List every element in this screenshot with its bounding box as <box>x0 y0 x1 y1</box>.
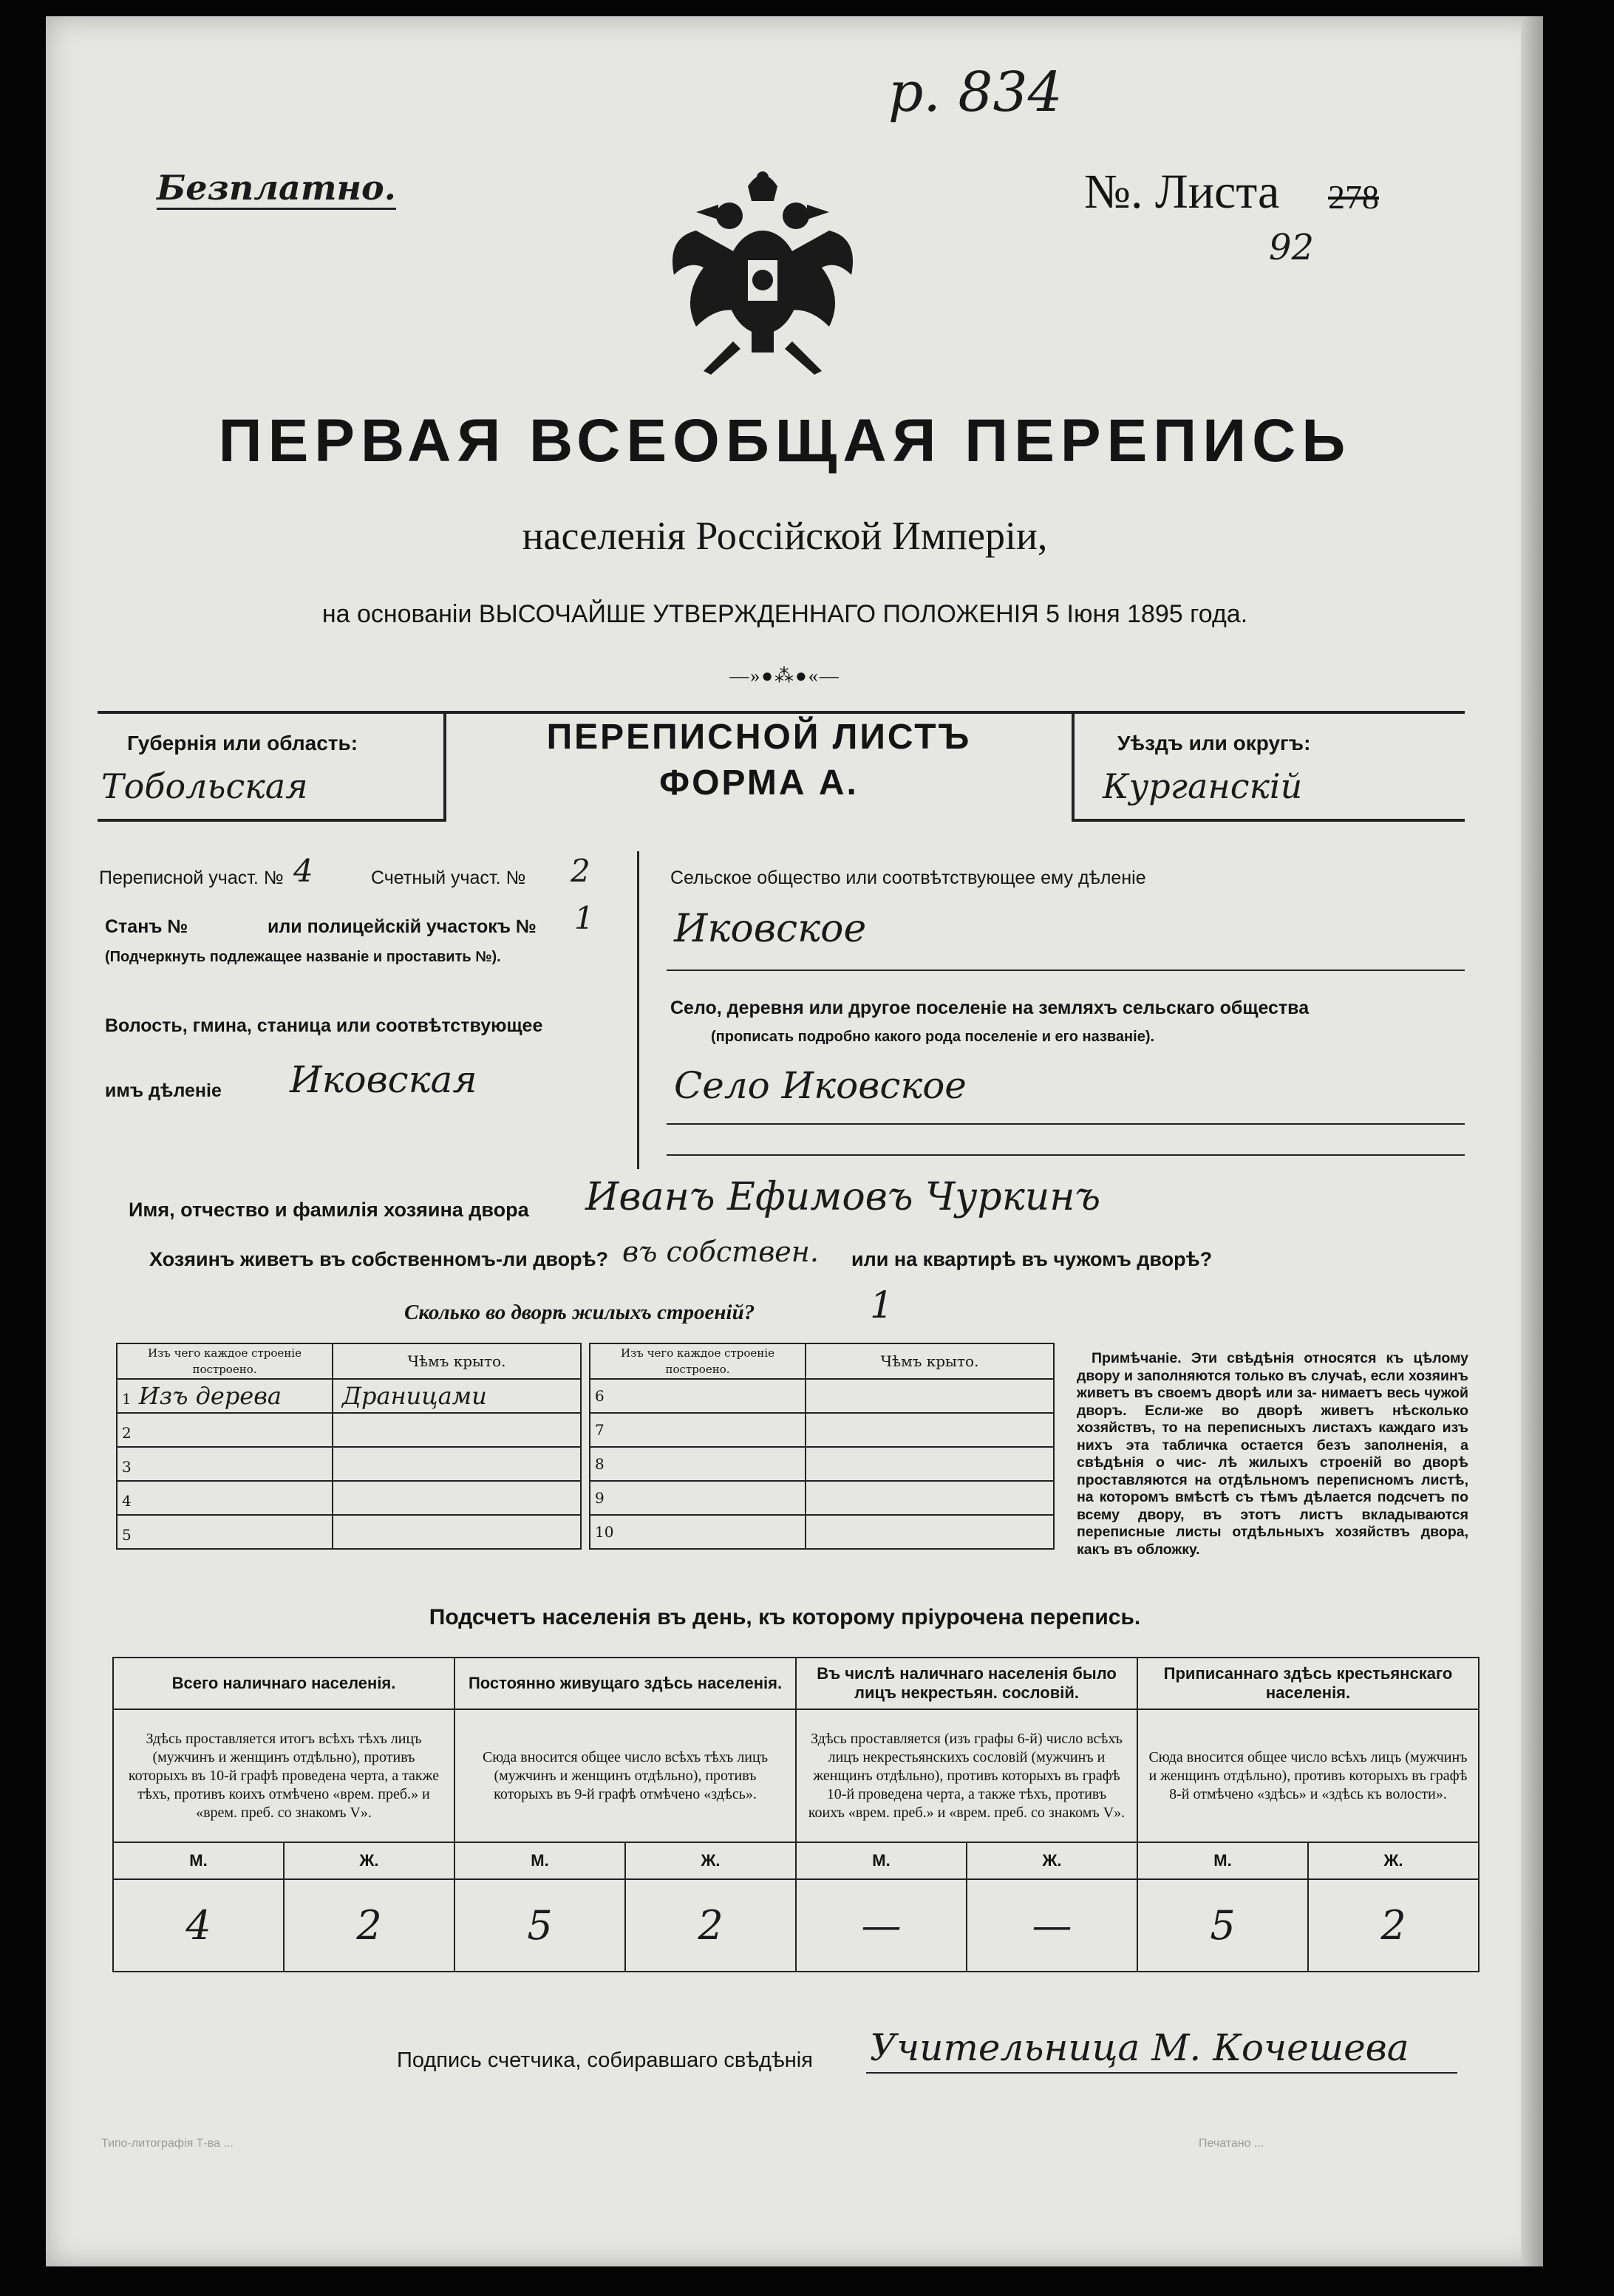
female-header: Ж. <box>284 1842 454 1879</box>
note-line: цѣлому двору и заполняются только въ случаѣ, <box>1077 1350 1469 1384</box>
population-column-description: Здѣсь проставляется итогъ всѣхъ тѣхъ лицъ (мужчинъ и женщинъ отдѣльно), противъ которыхъ въ 10-й графѣ проведена черта, а также тѣхъ, противъ коихъ отмѣчено «врем. преб.» и «врем. преб. со знакомъ V». <box>113 1709 454 1842</box>
building-roof-cell <box>806 1481 1054 1515</box>
building-row <box>590 1413 1054 1447</box>
male-count: 5 <box>1137 1879 1308 1972</box>
col-roof-header-2: Чѣмъ крыто. <box>806 1343 1054 1379</box>
buildings-value: 1 <box>870 1284 893 1326</box>
building-row <box>117 1515 581 1549</box>
female-header: Ж. <box>967 1842 1137 1879</box>
building-material-cell <box>590 1447 806 1481</box>
census-section-value: 4 <box>293 853 313 889</box>
building-roof-cell <box>333 1515 581 1549</box>
building-material-cell <box>590 1413 806 1447</box>
ornament-divider: —»●⁂●«— <box>729 665 840 687</box>
note-block <box>1077 1350 1468 1559</box>
male-header: М. <box>796 1842 967 1879</box>
female-header: Ж. <box>625 1842 796 1879</box>
building-roof-cell <box>806 1515 1054 1549</box>
note-line: живетъ нѣсколько хозяйствъ, то на переписныхъ <box>1077 1402 1469 1436</box>
col-roof-header: Чѣмъ крыто. <box>333 1343 581 1379</box>
building-material-cell <box>117 1515 333 1549</box>
village-value: Село Иковское <box>674 1064 967 1107</box>
census-sheet <box>46 16 1543 2266</box>
buildings-table-left <box>116 1343 582 1550</box>
footer-right: Печатано ... <box>1199 2137 1264 2150</box>
row-number: 7 <box>595 1421 605 1439</box>
rural-society-value: Иковское <box>674 907 867 951</box>
building-material-value: Изъ дерева <box>138 1382 282 1410</box>
buildings-table-right <box>589 1343 1055 1550</box>
note-line: нимаетъ весь чужой дворъ. Если-же во дворѣ <box>1077 1385 1468 1419</box>
signature-value: Учительница М. Кочешева <box>870 2026 1409 2069</box>
note-line: на отдѣльномъ переписномъ листѣ, на которомъ <box>1077 1471 1469 1505</box>
building-row <box>117 1447 581 1481</box>
free-label: Безплатно. <box>157 168 396 210</box>
stan-note: (Подчеркнуть подлежащее названіе и проставить №). <box>105 949 501 965</box>
note-line: отдѣльныхъ хозяйствъ двора, какъ въ обложку. <box>1077 1524 1468 1558</box>
building-row <box>590 1447 1054 1481</box>
sheet-number-struck: 278 <box>1328 178 1379 216</box>
building-row <box>590 1379 1054 1413</box>
province-label: Губернія или область: <box>127 732 358 754</box>
note-line: остается безъ заполненія, а свѣдѣнія о чис- <box>1077 1437 1469 1471</box>
residence-value: въ собствен. <box>622 1236 819 1268</box>
building-roof-cell <box>333 1481 581 1515</box>
building-material-cell <box>590 1515 806 1549</box>
female-count: 2 <box>284 1879 454 1972</box>
row-number: 6 <box>595 1387 605 1405</box>
population-column-title: Постоянно живущаго здѣсь населенія. <box>454 1658 796 1709</box>
building-material-cell <box>590 1481 806 1515</box>
building-material-cell <box>117 1413 333 1447</box>
female-header: Ж. <box>1308 1842 1479 1879</box>
population-column-description: Здѣсь проставляется (изъ графы 6-й) число всѣхъ лицъ некрестьянскихъ сословій (мужчинъ и женщинъ отдѣльно), противъ которыхъ въ графѣ 10-й проведена черта, а также тѣхъ, противъ коихъ «врем. преб.» и «врем. преб. со знакомъ V». <box>796 1709 1137 1842</box>
residence-alt-label: или на квартирѣ въ чужомъ дворѣ? <box>851 1248 1213 1270</box>
building-row <box>117 1481 581 1515</box>
male-header: М. <box>454 1842 625 1879</box>
note-line: въ этотъ листъ вкладываются переписные листы <box>1077 1506 1468 1540</box>
owner-value: Иванъ Ефимовъ Чуркинъ <box>585 1175 1101 1219</box>
building-row <box>590 1481 1054 1515</box>
building-roof-cell <box>333 1413 581 1447</box>
footer-left: Типо-литографія Т-ва ... <box>101 2137 234 2150</box>
row-number: 5 <box>122 1526 132 1544</box>
owner-label: Имя, отчество и фамилія хозяина двора <box>129 1199 529 1221</box>
building-material-cell <box>590 1379 806 1413</box>
volost-label-2: имъ дѣленіе <box>105 1080 222 1101</box>
stan-middle-label: или полицейскій участокъ № <box>268 916 537 937</box>
census-section-label: Переписной участ. № <box>99 868 284 888</box>
stan-label: Станъ № <box>105 916 188 937</box>
counting-section-value: 2 <box>571 853 590 889</box>
province-value: Тобольская <box>101 766 308 806</box>
male-header: М. <box>113 1842 284 1879</box>
building-material-cell <box>117 1447 333 1481</box>
male-count: — <box>796 1879 967 1972</box>
note-line: вмѣстѣ съ тѣмъ дѣлается подсчетъ по всему двору, <box>1077 1489 1468 1523</box>
building-roof-cell <box>333 1447 581 1481</box>
note-title: Примѣчаніе. <box>1092 1350 1182 1366</box>
page-subtitle: населенія Россійской Имперіи, <box>522 514 1048 558</box>
legal-basis: на основаніи ВЫСОЧАЙШЕ УТВЕРЖДЕННАГО ПОЛОЖЕНІЯ 5 Іюня 1895 года. <box>321 600 1248 628</box>
district-value: Курганскій <box>1103 766 1303 806</box>
village-label: Село, деревня или другое поселеніе на земляхъ сельскаго общества <box>670 998 1310 1018</box>
male-header: М. <box>1137 1842 1308 1879</box>
building-roof-cell <box>806 1413 1054 1447</box>
row-number: 9 <box>595 1489 605 1507</box>
row-number: 2 <box>122 1424 132 1442</box>
village-note: (прописать подробно какого рода поселеніе и его названіе). <box>711 1029 1155 1045</box>
building-roof-cell <box>806 1447 1054 1481</box>
population-column-description: Сюда вносится общее число всѣхъ лицъ (мужчинъ и женщинъ отдѣльно), противъ которыхъ въ графѣ 8-й отмѣчено «здѣсь» и «здѣсь къ волости». <box>1137 1709 1479 1842</box>
signature-label: Подпись счетчика, собиравшаго свѣдѣнія <box>397 2048 813 2072</box>
form-title: ПЕРЕПИСНОЙ ЛИСТЪ <box>546 718 972 757</box>
archive-number: р. 834 <box>888 61 1063 124</box>
col-material-header-2: Изъ чего каждое строеніе построено. <box>590 1343 806 1379</box>
row-number: 1 <box>122 1390 132 1408</box>
form-type: ФОРМА А. <box>659 763 859 803</box>
building-roof-cell <box>333 1379 581 1413</box>
building-roof-cell <box>806 1379 1054 1413</box>
double-headed-eagle-emblem <box>652 164 874 378</box>
volost-value: Иковская <box>290 1058 477 1101</box>
buildings-label: Сколько во дворѣ жилыхъ строеній? <box>404 1301 755 1324</box>
note-line: лѣ жилыхъ строеній во дворѣ проставляются <box>1077 1454 1469 1488</box>
population-heading: Подсчетъ населенія въ день, къ которому пріурочена перепись. <box>429 1605 1141 1629</box>
page-title: ПЕРВАЯ ВСЕОБЩАЯ ПЕРЕПИСЬ <box>218 407 1352 474</box>
row-number: 8 <box>595 1455 605 1473</box>
district-label: Уѣздъ или округъ: <box>1117 732 1311 754</box>
male-count: 4 <box>113 1879 284 1972</box>
building-material-cell <box>117 1379 333 1413</box>
note-line: листахъ каждаго изъ нихъ эта табличка <box>1077 1420 1469 1454</box>
note-line: если хозяинъ живетъ въ своемъ дворѣ или за- <box>1077 1367 1469 1401</box>
row-number: 10 <box>595 1523 614 1541</box>
page-edge <box>1521 16 1543 2266</box>
female-count: 2 <box>625 1879 796 1972</box>
building-material-cell <box>117 1481 333 1515</box>
building-row <box>117 1379 581 1413</box>
sheet-number: 92 <box>1269 227 1315 268</box>
population-column-title: Въ числѣ наличнаго населенія было лицъ некрестьян. сословій. <box>796 1658 1137 1709</box>
female-count: — <box>967 1879 1137 1972</box>
sheet-label: №. Листа <box>1084 165 1280 219</box>
building-row <box>590 1515 1054 1549</box>
residence-label: Хозяинъ живетъ въ собственномъ-ли дворѣ? <box>149 1248 609 1270</box>
volost-label: Волость, гмина, станица или соотвѣтствующее <box>105 1015 543 1036</box>
note-line: Эти свѣдѣнія относятся къ <box>1191 1350 1404 1366</box>
building-row <box>117 1413 581 1447</box>
stan-value: 1 <box>574 900 594 936</box>
building-roof-value: Драницами <box>342 1382 487 1410</box>
counting-section-label: Счетный участ. № <box>371 868 526 888</box>
male-count: 5 <box>454 1879 625 1972</box>
population-column-title: Всего наличнаго населенія. <box>113 1658 454 1709</box>
population-column-description: Сюда вносится общее число всѣхъ тѣхъ лицъ (мужчинъ и женщинъ отдѣльно), противъ которыхъ въ 9-й графѣ отмѣчено «здѣсь». <box>454 1709 796 1842</box>
population-table <box>112 1657 1480 1972</box>
female-count: 2 <box>1308 1879 1479 1972</box>
population-column-title: Приписаннаго здѣсь крестьянскаго населенія. <box>1137 1658 1479 1709</box>
row-number: 3 <box>122 1458 132 1476</box>
col-material-header: Изъ чего каждое строеніе построено. <box>117 1343 333 1379</box>
row-number: 4 <box>122 1492 132 1510</box>
rural-society-label: Сельское общество или соотвѣтствующее ему дѣленіе <box>670 868 1146 888</box>
